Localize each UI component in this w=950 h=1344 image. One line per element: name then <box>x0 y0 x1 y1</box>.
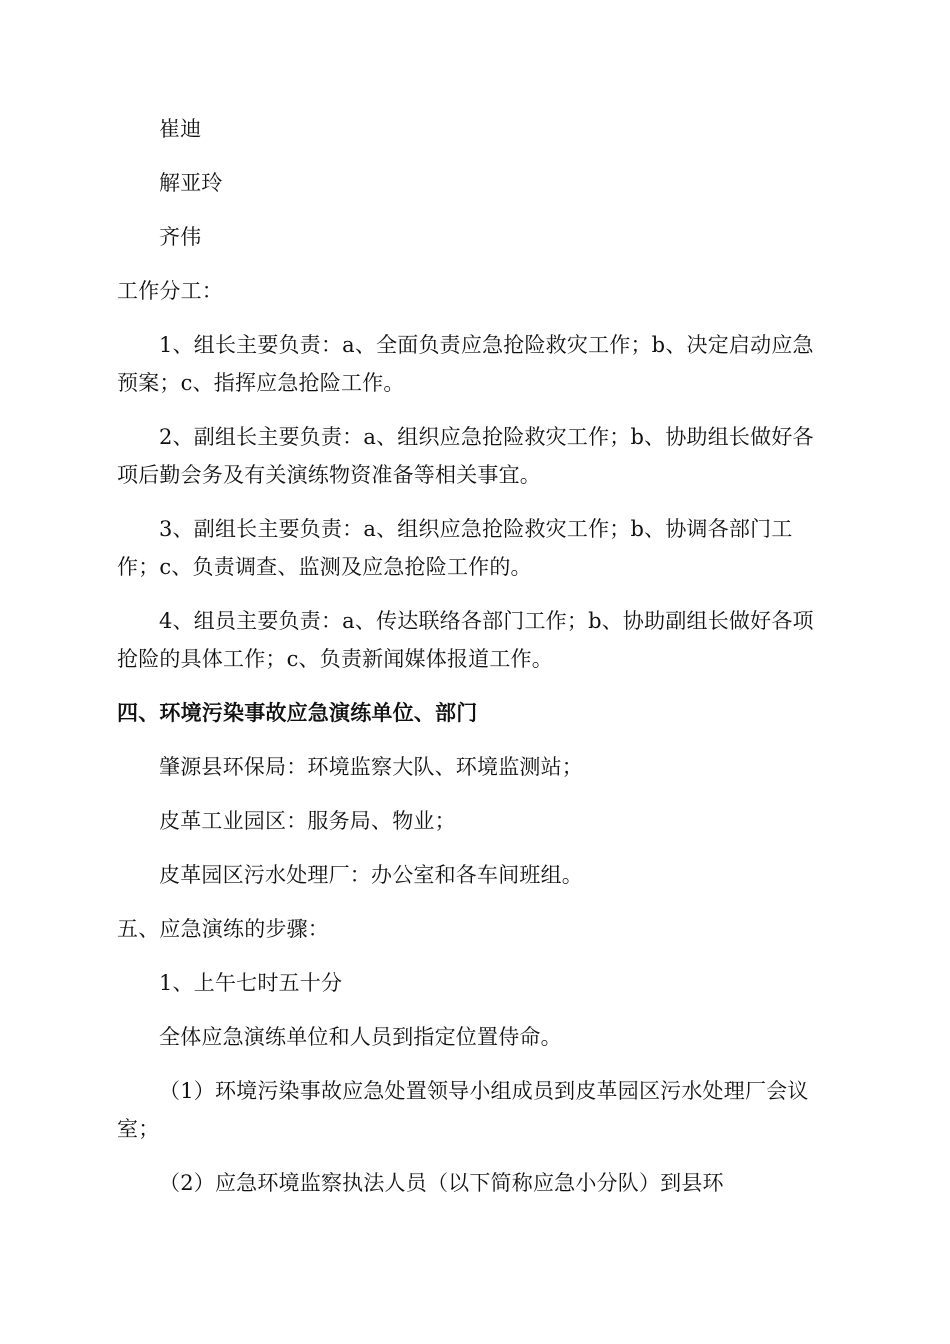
work-division-item: 2、副组长主要负责：a、组织应急抢险救灾工作；b、协助组长做好各项后勤会务及有关演练物资准备等相关事宜。 <box>117 425 814 487</box>
member-name: 崔迪 <box>159 117 202 141</box>
work-division-heading: 工作分工： <box>117 279 223 303</box>
unit-item: 肇源县环保局：环境监察大队、环境监测站； <box>159 755 583 779</box>
section5-heading: 五、应急演练的步骤： <box>117 917 329 941</box>
document-body <box>117 110 825 1218</box>
work-division-item: 1、组长主要负责：a、全面负责应急抢险救灾工作；b、决定启动应急预案；c、指挥应急抢险工作。 <box>117 333 814 395</box>
unit-item: 皮革工业园区：服务局、物业； <box>159 809 456 833</box>
section4-heading: 四、环境污染事故应急演练单位、部门 <box>117 700 478 725</box>
step-sub-item: （2）应急环境监察执法人员（以下简称应急小分队）到县环 <box>159 1171 724 1195</box>
work-division-item: 4、组员主要负责：a、传达联络各部门工作；b、协助副组长做好各项抢险的具体工作；c、负责新闻媒体报道工作。 <box>117 609 814 671</box>
step-description: 全体应急演练单位和人员到指定位置侍命。 <box>159 1025 562 1049</box>
work-division-item: 3、副组长主要负责：a、组织应急抢险救灾工作；b、协调各部门工作；c、负责调查、监测及应急抢险工作的。 <box>117 517 793 579</box>
member-name: 齐伟 <box>159 225 202 249</box>
unit-item: 皮革园区污水处理厂：办公室和各车间班组。 <box>159 863 583 887</box>
member-name: 解亚玲 <box>159 171 223 195</box>
step-sub-item: （1）环境污染事故应急处置领导小组成员到皮革园区污水处理厂会议室； <box>117 1079 809 1141</box>
step-time: 1、上午七时五十分 <box>159 971 343 995</box>
